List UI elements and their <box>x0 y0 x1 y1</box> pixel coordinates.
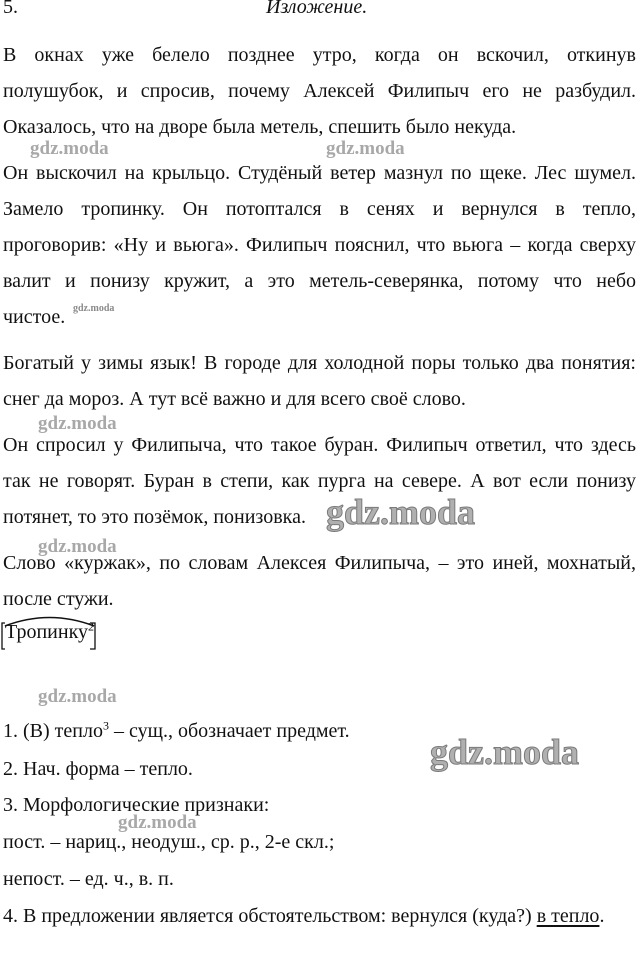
text-line: Слово «куржак», по словам Алексея Филипыча, – это иней, мохнатый, <box>3 552 636 574</box>
analysis-item: 4. В предложении является обстоятельством: вернулся (куда?) в тепло. <box>3 905 605 927</box>
watermark: gdz.moda <box>38 686 117 707</box>
adverbial-underlined: в тепло <box>536 905 600 927</box>
watermark: gdz.moda <box>118 812 197 833</box>
text-line: так не говорят. Буран в степи, как пурга на севере. А вот если понизу <box>3 470 636 492</box>
ending-box-mark-left <box>1 622 5 650</box>
text-line: после стужи. <box>3 588 114 610</box>
watermark: gdz.moda <box>430 732 580 772</box>
watermark: gdz.moda <box>30 138 109 159</box>
watermark: gdz.moda <box>326 492 476 532</box>
ending-box-mark <box>90 622 96 650</box>
text-line: проговорив: «Ну и вьюга». Филипыч пояснил, что вьюга – когда сверху <box>3 234 636 256</box>
text-line: валит и понизу кружит, а это метель-северянка, потому что небо <box>3 270 636 292</box>
analyzed-word-text: Тропинку <box>5 621 88 643</box>
text-line: снег да мороз. А тут всё важно и для всего своё слово. <box>3 388 466 410</box>
text-line: Оказалось, что на дворе была метель, спешить было некуда. <box>3 116 517 138</box>
text-line: В окнах уже белело позднее утро, когда он вскочил, откинув <box>3 44 636 66</box>
analyzed-word <box>3 619 96 643</box>
text-line: Замело тропинку. Он потоптался в сенях и вернулся в тепло, <box>3 198 636 220</box>
task-number: 5. <box>3 0 18 18</box>
task-title: Изложение. <box>266 0 368 18</box>
analysis-item: 1. (В) тепло$^3$ – сущ., обозначает предмет. <box>3 718 350 742</box>
text-line: Он спросил у Филипыча, что такое буран. Филипыч ответил, что здесь <box>3 434 636 456</box>
analysis-item: 3. Морфологические признаки: <box>3 794 270 816</box>
root-arc-mark <box>3 613 96 627</box>
analyzed-word-sup: 2 <box>88 619 94 634</box>
analysis-item: пост. – нариц., неодуш., ср. р., 2-е скл.; <box>3 831 335 853</box>
analysis-item: 2. Нач. форма – тепло. <box>3 758 193 780</box>
analysis-item: непост. – ед. ч., в. п. <box>3 868 174 890</box>
text-line: Богатый у зимы язык! В городе для холодной поры только два понятия: <box>3 352 636 374</box>
text-line: потянет, то это позёмок, понизовка. <box>3 506 306 528</box>
text-line: чистое. <box>3 306 66 328</box>
watermark: gdz.moda <box>326 138 405 159</box>
watermark: gdz.moda <box>38 413 117 434</box>
watermark: gdz.moda <box>73 303 115 314</box>
watermark: gdz.moda <box>38 536 117 557</box>
text-line: Он выскочил на крыльцо. Студёный ветер мазнул по щеке. Лес шумел. <box>3 162 636 184</box>
text-line: полушубок, и спросив, почему Алексей Филипыч его не разбудил. <box>3 80 636 102</box>
